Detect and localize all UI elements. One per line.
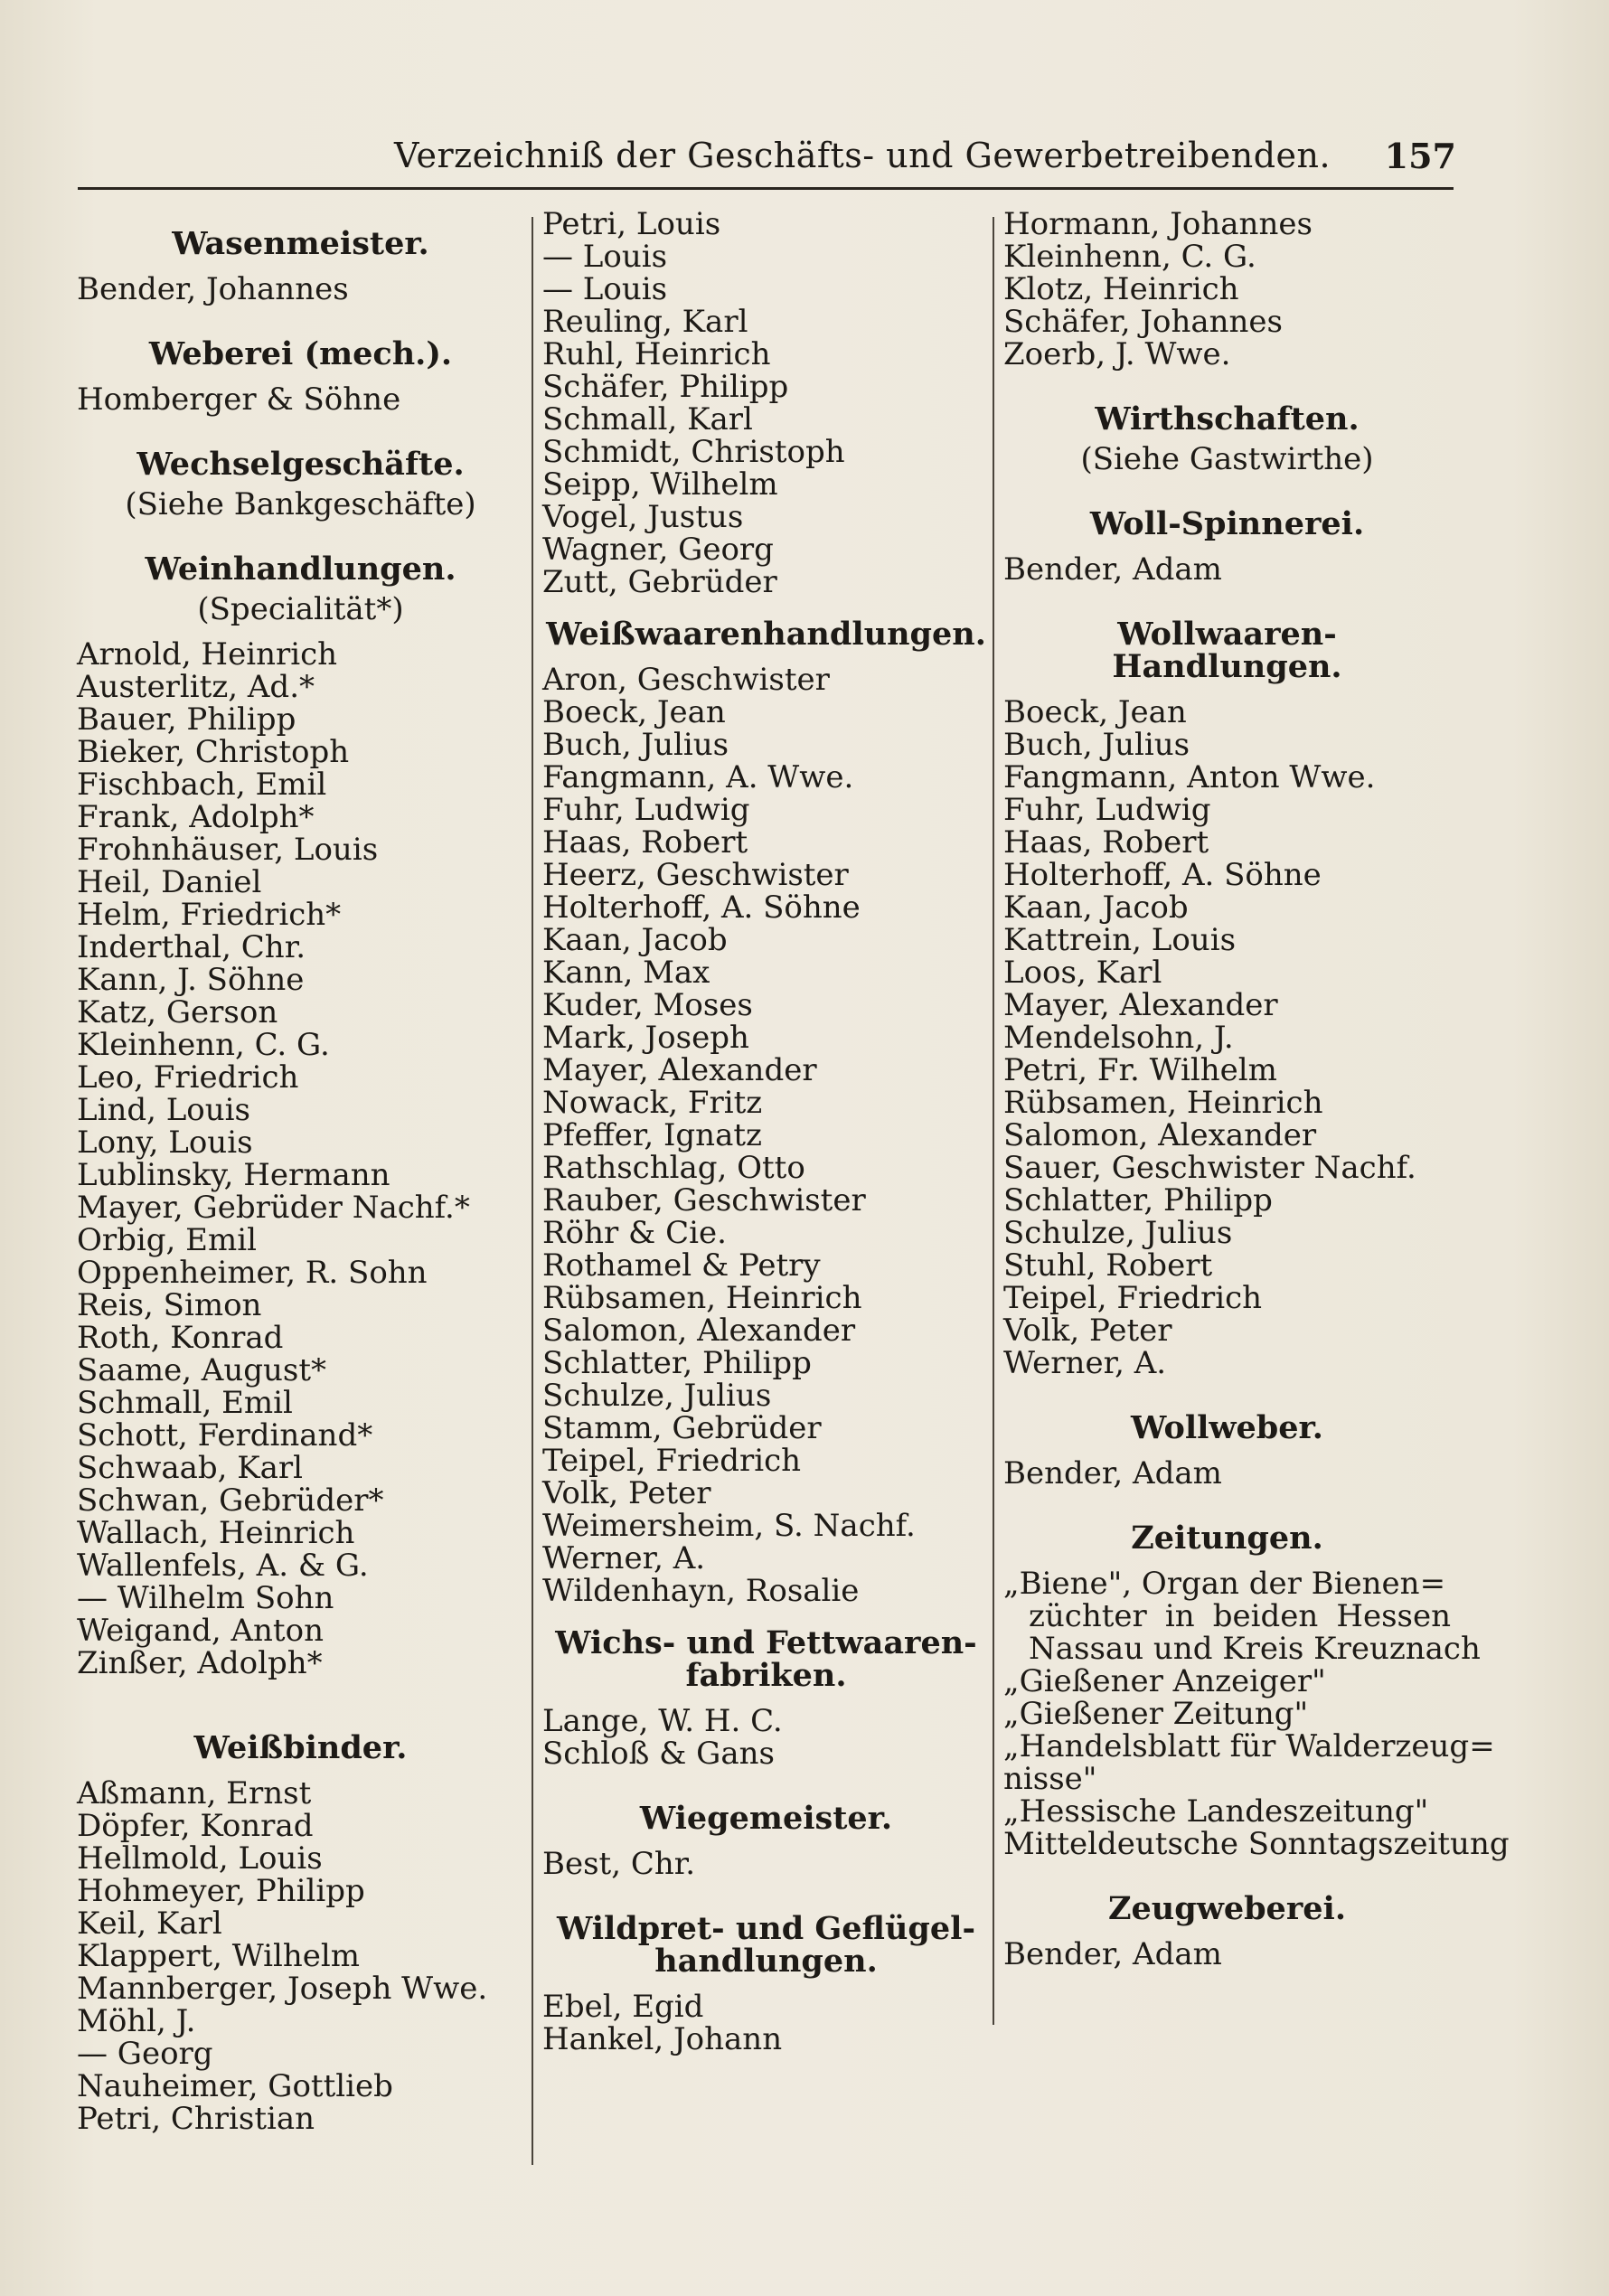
section-note: (Siehe Bankgeschäfte) [125, 486, 476, 522]
list-item: Ebel, Egid [542, 1989, 704, 2025]
list-item: Katz, Gerson [77, 994, 278, 1030]
entry-list [1003, 1938, 1451, 1971]
list-item: Schäfer, Philipp [542, 369, 789, 405]
section-heading: Wichs- und Fettwaaren- [555, 1624, 977, 1661]
list-item: Schmidt, Christoph [542, 434, 845, 470]
list-item: Roth, Konrad [77, 1320, 284, 1356]
entry-list [542, 1705, 990, 1770]
list-item: Zinßer, Adolph* [77, 1645, 323, 1681]
list-item: Keil, Karl [77, 1905, 222, 1942]
list-item: Bender, Adam [1003, 551, 1222, 588]
section-heading: Zeugweberei. [1107, 1890, 1347, 1927]
entry-list [1003, 696, 1451, 1379]
list-item: Rathschlag, Otto [542, 1150, 805, 1186]
list-item: Reis, Simon [77, 1287, 262, 1323]
list-item: Teipel, Friedrich [1003, 1280, 1263, 1316]
list-item: Kleinhenn, C. G. [1003, 239, 1256, 275]
list-item: Best, Chr. [542, 1846, 696, 1882]
header-rule [78, 187, 1454, 190]
section-heading: Weberei (mech.). [148, 335, 453, 372]
list-item: Mitteldeutsche Sonntagszeitung [1003, 1826, 1510, 1862]
list-item: Schmall, Emil [77, 1385, 293, 1421]
list-item: Schulze, Julius [542, 1378, 772, 1414]
list-item: Hankel, Johann [542, 2021, 783, 2057]
list-item: Fischbach, Emil [77, 767, 327, 803]
list-item: Reuling, Karl [542, 304, 748, 340]
list-item: Kaan, Jacob [542, 922, 728, 958]
word: Hessen [1336, 1598, 1451, 1634]
section-heading: Wollwaaren-Handlungen. [1112, 616, 1342, 685]
list-item: Petri, Louis [542, 206, 721, 242]
section-heading: Wollweber. [1131, 1409, 1323, 1446]
list-item: Lony, Louis [77, 1124, 253, 1161]
list-item: Heil, Daniel [77, 864, 262, 900]
list-item: Helm, Friedrich* [77, 897, 342, 933]
list-item: „Gießener Anzeiger" [1003, 1663, 1326, 1699]
section-heading: Wildpret- und Geflügel- [557, 1910, 975, 1947]
list-item: Aron, Geschwister [542, 662, 830, 698]
list-item: Boeck, Jean [542, 694, 726, 730]
list-item: Mannberger, Joseph Wwe. [77, 1971, 488, 2007]
list-item: Schwan, Gebrüder* [77, 1482, 384, 1519]
list-item: Lublinsky, Hermann [77, 1157, 390, 1193]
list-item: Kuder, Moses [542, 987, 753, 1023]
entry-list [1003, 553, 1451, 586]
list-item: Haas, Robert [542, 824, 748, 861]
list-item: Klotz, Heinrich [1003, 271, 1239, 307]
list-item: Hohmeyer, Philipp [77, 1873, 365, 1909]
list-item: Kann, Max [542, 955, 710, 991]
list-item: Mendelsohn, J. [1003, 1020, 1234, 1056]
list-item: Werner, A. [1003, 1345, 1167, 1381]
list-item [1003, 1600, 1451, 1633]
list-item: Teipel, Friedrich [542, 1443, 802, 1479]
running-header [78, 127, 1456, 179]
list-item: Stuhl, Robert [1003, 1247, 1213, 1284]
list-item: — Louis [542, 271, 668, 307]
list-item: Weigand, Anton [77, 1613, 324, 1649]
list-item: Fangmann, Anton Wwe. [1003, 759, 1376, 795]
list-item: — Wilhelm Sohn [77, 1580, 334, 1616]
column-middle [542, 208, 990, 2056]
list-item: Kaan, Jacob [1003, 889, 1189, 926]
list-item: Frank, Adolph* [77, 799, 315, 835]
list-item: Schlatter, Philipp [542, 1345, 812, 1381]
list-item: Sauer, Geschwister Nachf. [1003, 1150, 1416, 1186]
list-item: Weimersheim, S. Nachf. [542, 1508, 916, 1544]
list-item: Nassau und Kreis Kreuznach [1029, 1631, 1481, 1667]
list-item: Volk, Peter [542, 1475, 711, 1511]
list-item: Schlatter, Philipp [1003, 1182, 1273, 1219]
list-item: nisse" [1003, 1761, 1097, 1797]
column-divider [532, 217, 533, 2165]
list-item: Inderthal, Chr. [77, 929, 306, 965]
entry-list [1003, 1663, 1510, 1862]
section-heading: handlungen. [654, 1943, 878, 1980]
list-item: Hormann, Johannes [1003, 206, 1313, 242]
list-item: Schulze, Julius [1003, 1215, 1233, 1251]
section-heading: Wechselgeschäfte. [136, 446, 465, 483]
list-item: Wildenhayn, Rosalie [542, 1573, 860, 1609]
list-item: — Georg [77, 2036, 213, 2072]
list-item: Hellmold, Louis [77, 1840, 323, 1877]
entry-list [542, 663, 990, 1607]
section-heading: Weißwaarenhandlungen. [546, 616, 986, 653]
list-item: Nauheimer, Gottlieb [77, 2068, 393, 2104]
list-item: Mayer, Alexander [542, 1052, 817, 1088]
list-item: Rauber, Geschwister [542, 1182, 866, 1219]
list-item: Schloß & Gans [542, 1736, 775, 1772]
entry-list [1003, 208, 1451, 371]
list-item: Boeck, Jean [1003, 694, 1187, 730]
list-item: Buch, Julius [542, 727, 729, 763]
list-item: Leo, Friedrich [77, 1059, 299, 1096]
section-heading: fabriken. [685, 1657, 847, 1694]
list-item: Fangmann, A. Wwe. [542, 759, 854, 795]
list-item: Fuhr, Ludwig [542, 792, 750, 828]
list-item: Rothamel & Petry [542, 1247, 821, 1284]
section-heading: Wasenmeister. [172, 225, 429, 262]
list-item: Möhl, J. [77, 2003, 196, 2039]
list-item: Wallenfels, A. & G. [77, 1548, 369, 1584]
list-item: Lange, W. H. C. [542, 1703, 783, 1739]
list-item: Wallach, Heinrich [77, 1515, 355, 1551]
column-divider [993, 217, 994, 2025]
entry-list [542, 208, 990, 598]
list-item: Seipp, Wilhelm [542, 466, 778, 503]
list-item: Mayer, Gebrüder Nachf.* [77, 1190, 470, 1226]
list-item: Lind, Louis [77, 1092, 250, 1128]
list-item: Volk, Peter [1003, 1313, 1172, 1349]
list-item: Orbig, Emil [77, 1222, 257, 1258]
list-item: Saame, August* [77, 1352, 327, 1388]
entry-list [1003, 1457, 1451, 1490]
list-item: Kattrein, Louis [1003, 922, 1237, 958]
entry-list [77, 638, 524, 1680]
list-item: Wagner, Georg [542, 532, 774, 568]
section-heading: Weinhandlungen. [145, 550, 456, 588]
list-item: Rübsamen, Heinrich [542, 1280, 862, 1316]
list-item: Bender, Adam [1003, 1936, 1222, 1972]
list-item: Salomon, Alexander [1003, 1117, 1317, 1153]
list-item: Petri, Christian [77, 2101, 315, 2137]
section-note: (Siehe Gastwirthe) [1080, 441, 1374, 477]
list-item: Klappert, Wilhelm [77, 1938, 360, 1974]
list-item: Schäfer, Johannes [1003, 304, 1283, 340]
entry-list [542, 1848, 990, 1880]
list-item: Heerz, Geschwister [542, 857, 849, 893]
list-item: Arnold, Heinrich [77, 636, 338, 673]
section-heading: Weißbinder. [193, 1729, 408, 1766]
list-item: Rübsamen, Heinrich [1003, 1085, 1323, 1121]
list-item: Mayer, Alexander [1003, 987, 1278, 1023]
list-item: Kleinhenn, C. G. [77, 1027, 330, 1063]
list-item: Zutt, Gebrüder [542, 564, 777, 600]
list-item: Haas, Robert [1003, 824, 1209, 861]
list-item: Salomon, Alexander [542, 1313, 856, 1349]
list-item: Kann, J. Söhne [77, 962, 305, 998]
list-item: Röhr & Cie. [542, 1215, 727, 1251]
entry-list [542, 1990, 990, 2056]
column-right [1003, 206, 1510, 1972]
column-left [77, 208, 524, 2135]
list-item: Holterhoff, A. Söhne [1003, 857, 1322, 893]
word: in [1164, 1598, 1195, 1634]
list-item: Ruhl, Heinrich [542, 336, 771, 372]
list-item: Holterhoff, A. Söhne [542, 889, 861, 926]
section-heading: Wiegemeister. [639, 1800, 893, 1837]
list-item: Buch, Julius [1003, 727, 1190, 763]
list-item: — Louis [542, 239, 668, 275]
section-note: (Specialität*) [197, 591, 404, 627]
list-item: Zoerb, J. Wwe. [1003, 336, 1231, 372]
word: züchter [1029, 1598, 1147, 1634]
list-item: „Biene", Organ der Bienen= [1003, 1566, 1446, 1602]
list-item: Bieker, Christoph [77, 734, 350, 770]
list-item: Bauer, Philipp [77, 701, 296, 738]
list-item: Schmall, Karl [542, 401, 753, 438]
list-item: Austerlitz, Ad.* [77, 669, 315, 705]
list-item: Bender, Johannes [77, 271, 349, 307]
list-item: Oppenheimer, R. Sohn [77, 1255, 428, 1291]
section-heading: Wirthschaften. [1095, 400, 1360, 438]
section-heading: Woll-Spinnerei. [1089, 505, 1365, 542]
list-item: Mark, Joseph [542, 1020, 749, 1056]
list-item: „Gießener Zeitung" [1003, 1696, 1309, 1732]
list-item: Schwaab, Karl [77, 1450, 304, 1486]
list-item: Petri, Fr. Wilhelm [1003, 1052, 1277, 1088]
list-item: Werner, A. [542, 1540, 706, 1576]
list-item: Homberger & Söhne [77, 381, 401, 418]
list-item: Loos, Karl [1003, 955, 1162, 991]
running-title: Verzeichniß der Geschäfts- und Gewerbetreibenden. [394, 136, 1331, 175]
list-item: „Handelsblatt für Walderzeug= [1003, 1728, 1495, 1764]
word: beiden [1212, 1598, 1319, 1634]
list-item: „Hessische Landeszeitung" [1003, 1793, 1429, 1830]
list-item: Frohnhäuser, Louis [77, 832, 379, 868]
list-item: Fuhr, Ludwig [1003, 792, 1211, 828]
section-heading: Zeitungen. [1131, 1520, 1323, 1557]
list-item: Vogel, Justus [542, 499, 744, 535]
list-item: Stamm, Gebrüder [542, 1410, 822, 1446]
list-item: Döpfer, Konrad [77, 1808, 314, 1844]
page-number: 157 [1384, 136, 1456, 176]
list-item: Aßmann, Ernst [77, 1775, 312, 1811]
entry-list [77, 1777, 524, 2135]
list-item: Bender, Adam [1003, 1455, 1222, 1491]
list-item: Nowack, Fritz [542, 1085, 763, 1121]
list-item: Pfeffer, Ignatz [542, 1117, 762, 1153]
list-item: Schott, Ferdinand* [77, 1417, 373, 1454]
